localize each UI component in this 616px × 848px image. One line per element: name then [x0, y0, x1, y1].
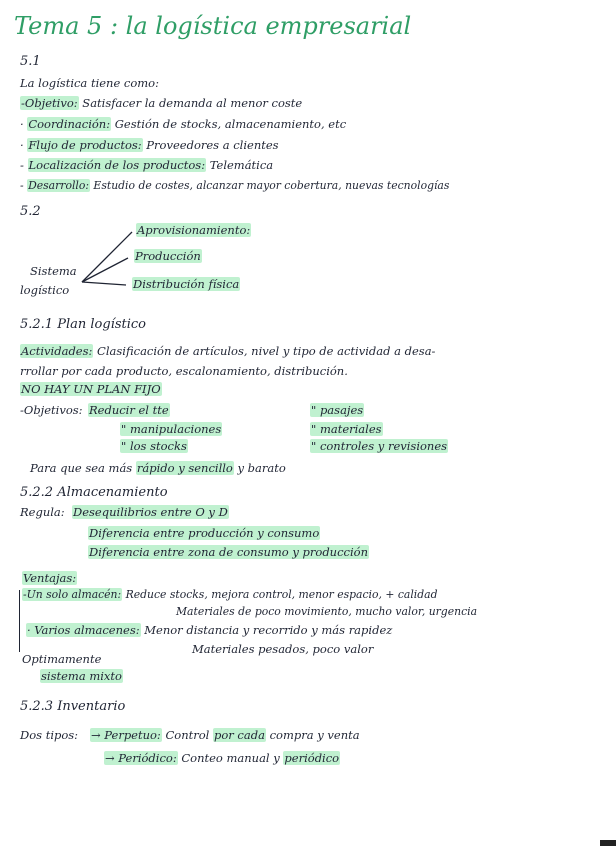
section-5-1-intro: La logística tiene como: [20, 76, 159, 90]
item-text: Satisfacer la demanda al menor coste [78, 96, 303, 110]
periodico-highlight: periódico [284, 751, 340, 765]
item-label: Coordinación: [28, 117, 111, 131]
regula-text: Desequilibrios entre O y D [73, 505, 228, 519]
perpetuo-line [90, 730, 360, 742]
regula-item [72, 507, 229, 519]
objective-text: " pasajes [311, 403, 364, 417]
section-5-2-1-heading: 5.2.1 Plan logístico [20, 317, 146, 332]
objective-text: " controles y revisiones [311, 439, 448, 453]
periodico-text: Conteo manual y [177, 751, 284, 765]
periodico-line [104, 753, 340, 765]
perpetuo-text-end: compra y venta [265, 728, 360, 742]
un-solo-almacen-line-2: Materiales de poco movimiento, mucho valor, urgencia [176, 605, 477, 618]
varios-almacenes-line-2: Materiales pesados, poco valor [192, 642, 374, 656]
periodico-label: → Periódico: [105, 751, 177, 765]
objective-item [310, 441, 448, 453]
objective-text: " manipulaciones [121, 422, 222, 436]
objective-item [310, 424, 383, 436]
varios-label: · Varios almacenes: [27, 623, 140, 637]
regula-text: Diferencia entre zona de consumo y producción [89, 545, 368, 559]
sistema-mixto [40, 671, 123, 683]
perpetuo-label: → Perpetuo: [91, 728, 161, 742]
objective-item [310, 405, 364, 417]
objectives-purpose [30, 463, 286, 475]
diagram-root-line2: logístico [20, 283, 70, 297]
objectives-label: -Objetivos: [20, 403, 83, 417]
ventajas-label [22, 573, 77, 585]
diagram-branch-distribucion [132, 279, 240, 291]
section-5-2-heading: 5.2 [20, 204, 41, 219]
item-label: -Objetivo: [21, 96, 78, 110]
un-solo-label: -Un solo almacén: [23, 588, 122, 601]
dos-tipos-label: Dos tipos: [20, 728, 79, 742]
objective-text: " los stocks [121, 439, 187, 453]
regula-text: Diferencia entre producción y consumo [89, 526, 320, 540]
objective-item [88, 405, 170, 417]
regula-item [88, 528, 320, 540]
activities-text: Clasificación de artículos, nivel y tipo de actividad a desa- [93, 344, 436, 358]
diagram-branch-aprovisionamiento [136, 225, 251, 237]
activities-label: Actividades: [21, 344, 93, 358]
item-text: Proveedores a clientes [142, 138, 279, 152]
un-solo-almacen-line [22, 590, 438, 601]
purpose-highlight: rápido y sencillo [136, 461, 233, 475]
un-solo-text: Reduce stocks, mejora control, menor espacio, + calidad [122, 588, 438, 601]
item-bullet: - [20, 158, 28, 172]
branch-label: Aprovisionamiento: [137, 223, 251, 237]
item-text: Telemática [206, 158, 274, 172]
diagram-root-line1: Sistema [30, 264, 77, 278]
varios-text: Menor distancia y recorrido y más rapidez [140, 623, 393, 637]
perpetuo-highlight: por cada [213, 728, 265, 742]
objective-text: Reducir el tte [89, 403, 169, 417]
section-5-2-2-heading: 5.2.2 Almacenamiento [20, 485, 168, 500]
regula-label: Regula: [20, 505, 65, 519]
activities-line-2: rrollar por cada producto, escalonamiento, distribución. [20, 364, 348, 378]
item-bullet: - [20, 179, 28, 192]
page-title: Tema 5 : la logística empresarial [14, 12, 412, 40]
branch-label: Producción [135, 249, 201, 263]
purpose-text-end: y barato [233, 461, 286, 475]
diagram-branch-produccion [134, 251, 202, 263]
optimamente-text: Optimamente [22, 652, 102, 666]
varios-almacenes-line [26, 625, 392, 637]
section-5-2-3-heading: 5.2.3 Inventario [20, 699, 126, 714]
objective-item [120, 441, 188, 453]
no-plan-text: NO HAY UN PLAN FIJO [21, 382, 161, 396]
purpose-text: Para que sea más [30, 461, 136, 475]
item-label: Localización de los productos: [28, 158, 206, 172]
perpetuo-text: Control [161, 728, 213, 742]
item-text: Estudio de costes, alcanzar mayor cobertura, nuevas tecnologías [90, 179, 450, 192]
item-label: Desarrollo: [28, 179, 89, 192]
item-label: Flujo de productos: [28, 138, 142, 152]
item-bullet: · [20, 138, 28, 152]
sistema-mixto-text: sistema mixto [41, 669, 122, 683]
branch-label: Distribución física [133, 277, 240, 291]
objective-item [120, 424, 222, 436]
item-bullet: · [20, 117, 28, 131]
item-text: Gestión de stocks, almacenamiento, etc [111, 117, 347, 131]
ventajas-text: Ventajas: [23, 571, 77, 585]
ventajas-bracket [19, 590, 20, 652]
objective-text: " materiales [311, 422, 382, 436]
regula-item [88, 547, 369, 559]
activities-line [20, 346, 435, 358]
no-plan-note [20, 384, 162, 396]
corner-edge-mark [600, 840, 616, 846]
section-5-1-heading: 5.1 [20, 54, 41, 69]
